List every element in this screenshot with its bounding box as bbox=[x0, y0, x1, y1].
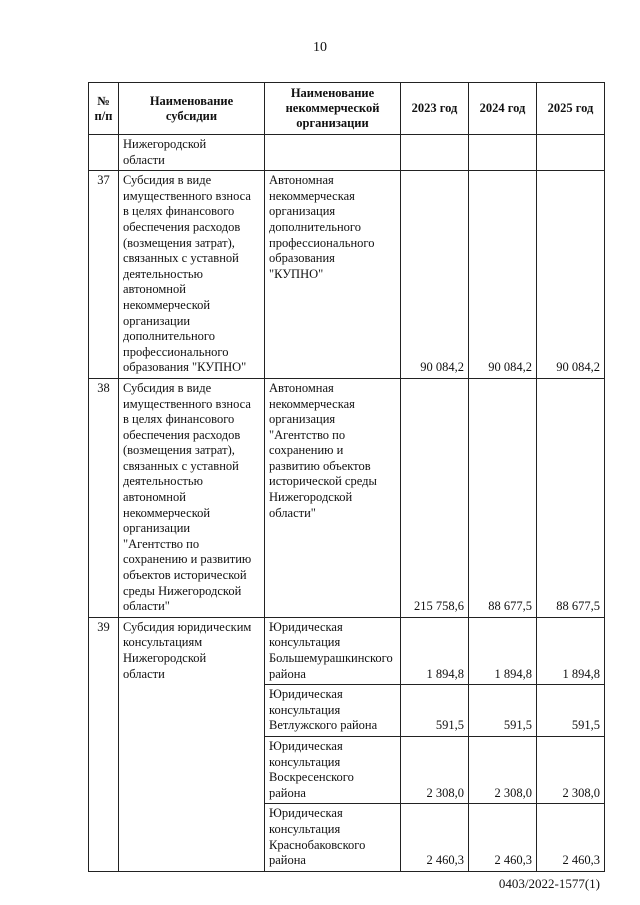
cell-2025: 1 894,8 bbox=[537, 617, 605, 684]
cell-subsidy: Нижегородской области bbox=[119, 135, 265, 171]
cell-2024: 591,5 bbox=[469, 685, 537, 737]
table-row bbox=[89, 617, 605, 684]
cell-2024 bbox=[469, 135, 537, 171]
cell-2023: 90 084,2 bbox=[401, 171, 469, 379]
cell-2024: 2 308,0 bbox=[469, 736, 537, 803]
document-code: 0403/2022-1577(1) bbox=[498, 876, 600, 891]
cell-num bbox=[89, 135, 119, 171]
cell-organization: Юридическая консультация Большемурашкинского района bbox=[265, 617, 401, 684]
cell-2025: 2 308,0 bbox=[537, 736, 605, 803]
cell-organization: Юридическая консультация Воскресенского района bbox=[265, 736, 401, 803]
cell-2025 bbox=[537, 135, 605, 171]
cell-2023: 2 460,3 bbox=[401, 804, 469, 871]
cell-2023: 1 894,8 bbox=[401, 617, 469, 684]
cell-organization: Юридическая консультация Краснобаковского района bbox=[265, 804, 401, 871]
header-year-2025: 2025 год bbox=[537, 83, 605, 135]
cell-2025: 90 084,2 bbox=[537, 171, 605, 379]
cell-2023: 2 308,0 bbox=[401, 736, 469, 803]
table-row-continuation bbox=[89, 135, 605, 171]
cell-organization: Автономная некоммерческая организация "Агентство по сохранению и развитию объектов исторической среды Нижегородской области" bbox=[265, 378, 401, 617]
header-subsidy: Наименование субсидии bbox=[119, 83, 265, 135]
cell-subsidy: Субсидия юридическим консультациям Нижегородской области bbox=[119, 617, 265, 871]
header-num: № п/п bbox=[89, 83, 119, 135]
cell-2025: 88 677,5 bbox=[537, 378, 605, 617]
cell-subsidy: Субсидия в виде имущественного взноса в целях финансового обеспечения расходов (возмещения затрат), связанных с уставной деятельностью автономной некоммерческой организации "Агентство по сохранению и развитию объектов исторической среды Нижегородской области" bbox=[119, 378, 265, 617]
cell-2023: 215 758,6 bbox=[401, 378, 469, 617]
table-row bbox=[89, 378, 605, 617]
cell-2024: 1 894,8 bbox=[469, 617, 537, 684]
table-header-row bbox=[89, 83, 605, 135]
page-number: 10 bbox=[313, 40, 327, 55]
cell-organization: Автономная некоммерческая организация дополнительного профессионального образования "КУПНО" bbox=[265, 171, 401, 379]
cell-2024: 2 460,3 bbox=[469, 804, 537, 871]
cell-2024: 90 084,2 bbox=[469, 171, 537, 379]
cell-2024: 88 677,5 bbox=[469, 378, 537, 617]
cell-subsidy: Субсидия в виде имущественного взноса в целях финансового обеспечения расходов (возмещения затрат), связанных с уставной деятельностью автономной некоммерческой организации дополнительного профессионального образования "КУПНО" bbox=[119, 171, 265, 379]
header-year-2024: 2024 год bbox=[469, 83, 537, 135]
table-row bbox=[89, 171, 605, 379]
cell-2023: 591,5 bbox=[401, 685, 469, 737]
cell-organization bbox=[265, 135, 401, 171]
cell-num: 39 bbox=[89, 617, 119, 871]
subsidy-table bbox=[88, 82, 605, 872]
cell-2023 bbox=[401, 135, 469, 171]
header-year-2023: 2023 год bbox=[401, 83, 469, 135]
cell-organization: Юридическая консультация Ветлужского района bbox=[265, 685, 401, 737]
cell-num: 38 bbox=[89, 378, 119, 617]
header-organization: Наименование некоммерческой организации bbox=[265, 83, 401, 135]
cell-2025: 591,5 bbox=[537, 685, 605, 737]
cell-2025: 2 460,3 bbox=[537, 804, 605, 871]
cell-num: 37 bbox=[89, 171, 119, 379]
